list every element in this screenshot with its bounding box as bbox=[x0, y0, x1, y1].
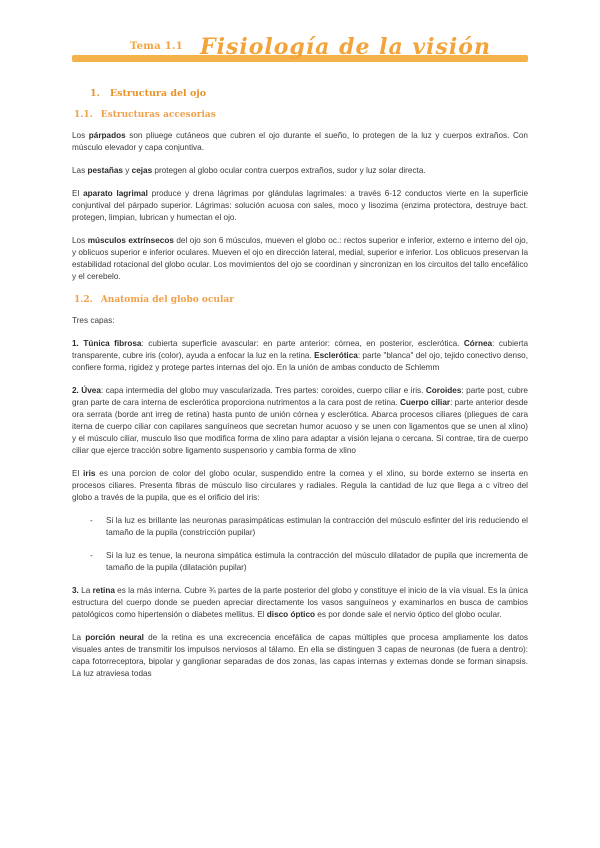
paragraph-iris bbox=[72, 468, 528, 504]
page-header bbox=[72, 34, 528, 66]
bold-term: disco óptico bbox=[266, 610, 316, 619]
text: : cubierta transparente, cubre iris (color), ayuda a enfocar la luz en la retina. bbox=[72, 339, 528, 360]
list-item-text: Si la luz es brillante las neuronas parasimpáticas estimulan la contracción del músculo esfinter del iris reduciendo el tamaño de la pupila (constricción pupilar) bbox=[106, 516, 528, 537]
text: : parte post, cubre gran parte de cara interna de esclerótica proporciona nutrimentos a la cara post de retina. bbox=[72, 386, 528, 407]
bold-term: 1. Túnica fibrosa bbox=[72, 339, 142, 348]
bold-term: Córnea bbox=[463, 339, 493, 348]
text: son pliuege cutáneos que cubren el ojo durante el sueño, lo protegen de la luz y cuerpos extraños. Con músculo elevador y capa conjuntiva. bbox=[72, 131, 528, 152]
bold-term: porción neural bbox=[85, 633, 144, 642]
text: La bbox=[78, 586, 93, 595]
text: Los bbox=[72, 131, 89, 140]
paragraph-porcion-neural bbox=[72, 632, 528, 680]
iris-bullet-list bbox=[72, 515, 528, 574]
bold-term: cejas bbox=[131, 166, 153, 175]
text: de la retina es una excrecencia encefálica de capas múltiples que procesa ampliamente los datos visuales antes de transmitir los impulsos nerviosos al tálamo. En ella se distinguen 3 capas de neuronas (de fuera a dentro): capa fotorreceptora, bipolar y ganglionar separadas de dos zonas, las capas internas y externas donde se forman sinapsis. La luz atraviesa todas bbox=[72, 633, 528, 678]
text: El bbox=[72, 469, 84, 478]
text: Las bbox=[72, 166, 88, 175]
bold-term: pestañas bbox=[87, 166, 123, 175]
text: y bbox=[122, 166, 132, 175]
text: produce y drena lágrimas por glándulas lagrimales: a través 6-12 conductos vierte en la superficie conjuntival del párpado superior. Lágrimas: solución acuosa con sales, moco y lisozima (enzima protectora, destruye bact. protegen, limpian, lubrican y humectan el ojo. bbox=[72, 189, 529, 222]
bold-term: aparato lagrimal bbox=[83, 189, 148, 198]
subsection-title: Anatomía del globo ocular bbox=[100, 295, 234, 305]
text: es una porcion de color del globo ocular, suspendido entre la cornea y el xlino, su borde externo se inserta en procesos ciliares. Presenta fibras de músculo liso circulares y radiales. Regula la cantidad de luz que llega a c vítreo del globo a través de la pupila, que es el orificio del iris: bbox=[72, 469, 528, 502]
topic-label: Tema 1.1 bbox=[130, 41, 183, 52]
paragraph-retina bbox=[72, 585, 528, 621]
list-item bbox=[72, 550, 528, 574]
bold-term: Esclerótica bbox=[314, 351, 358, 360]
text: La bbox=[72, 633, 86, 642]
bold-term: Coroides bbox=[425, 386, 462, 395]
document-body bbox=[72, 88, 528, 691]
subsection-heading bbox=[74, 294, 528, 306]
list-item bbox=[72, 515, 528, 539]
text: El bbox=[72, 189, 84, 198]
section-title: Estructura del ojo bbox=[109, 88, 207, 99]
bold-term: Cuerpo ciliar bbox=[400, 398, 451, 407]
paragraph-tres-capas: Tres capas: bbox=[72, 316, 115, 325]
paragraph-pestanas bbox=[72, 165, 528, 177]
document-title: Fisiología de la visión bbox=[200, 34, 491, 60]
text: protegen al globo ocular contra cuerpos extraños, sudor y luz solar directa. bbox=[152, 166, 426, 175]
text: es la más interna. Cubre ¾ partes de la parte posterior del globo y constituye el inicio de la vía visual. Es la única estructura del cuerpo donde se pueden apreciar directamente los vasos sanguíneos y examinarlos en busca de cambios patológicos como hipertensión o diabetes mellitus. El bbox=[72, 586, 528, 619]
section-heading bbox=[90, 88, 528, 100]
text: : parte "blanca" del ojo, tejido conectivo denso, confiere forma, rigidez y protege partes internas del ojo. En la unión de ambas conducto de Schlemm bbox=[72, 351, 529, 372]
subsection-number: 1.1. bbox=[74, 110, 93, 120]
text: Los bbox=[72, 236, 88, 245]
paragraph-lagrimal bbox=[72, 188, 528, 224]
bold-term: 2. Úvea bbox=[72, 386, 101, 395]
bold-term: 3. bbox=[72, 586, 79, 595]
text: del ojo son 6 músculos, mueven el globo oc.: rectos superior e inferior, externo e interno del ojo, y oblicuos superior e inferior oculares. Mueven el ojo en dirección lateral, medial, superior e inferior. Los oblicuos preservan la estabilidad rotacional del globo ocular. Los movimientos del ojo se coordinan y sincronizan en los circuitos del tallo encefálico y el cerebelo. bbox=[72, 236, 529, 281]
bold-term: iris bbox=[83, 469, 96, 478]
bold-term: retina bbox=[92, 586, 115, 595]
subsection-title: Estructuras accesorias bbox=[100, 110, 216, 120]
section-number: 1. bbox=[90, 88, 100, 99]
text: : parte anterior desde ora serrata (borde ant irreg de retina) hasta punto de unión córnea y esclerótica. Abarca procesos ciliares (pliegues de cara iterna de cuerpo ciliar con capilares sanguíneos que secretan humor acuoso y se unen con ligamentos que se unen al xlino) y el músculo ciliar, musculo liso que modifica forma de xlino para adaptar a visión lejana o cercana. Si contrae, tira de cuerpo ciliar que ejerce tracción sobre ligamento suspensorio y cambia forma de xlino bbox=[72, 398, 528, 455]
dash-marker: - bbox=[90, 551, 93, 560]
paragraph-tunica-fibrosa bbox=[72, 338, 528, 374]
text: : cubierta superficie avascular: en parte anterior: córnea, en posterior, esclerótica. bbox=[141, 339, 464, 348]
paragraph-musculos bbox=[72, 235, 528, 283]
text: es por donde sale el nervio óptico del globo ocular. bbox=[315, 610, 502, 619]
paragraph-uvea bbox=[72, 385, 528, 457]
subsection-heading bbox=[74, 109, 528, 121]
list-item-text: Si la luz es tenue, la neurona simpática estimula la contracción del músculo dilatador de pupila que incrementa de tamaño de la pupila (dilatación pupilar) bbox=[106, 551, 528, 572]
text: : capa intermedia del globo muy vascularizada. Tres partes: coroides, cuerpo ciliar e iris. bbox=[100, 386, 426, 395]
bold-term: párpados bbox=[88, 131, 126, 140]
paragraph-parpados bbox=[72, 130, 528, 154]
bold-term: músculos extrínsecos bbox=[87, 236, 174, 245]
subsection-number: 1.2. bbox=[74, 295, 93, 305]
dash-marker: - bbox=[90, 516, 93, 525]
